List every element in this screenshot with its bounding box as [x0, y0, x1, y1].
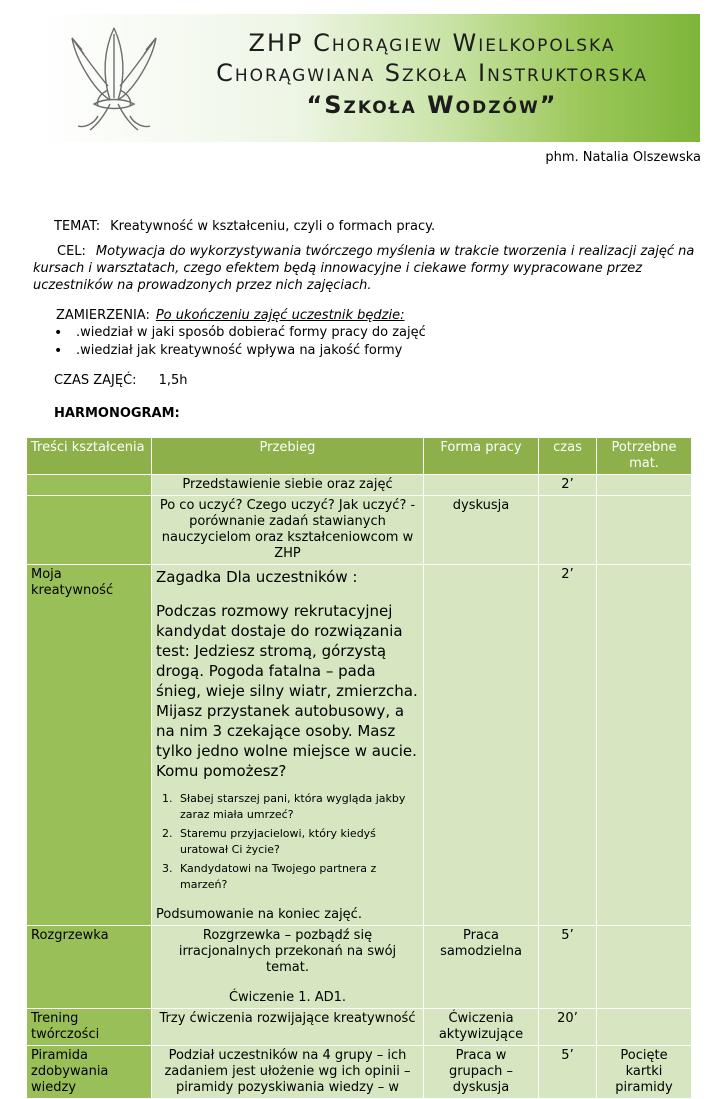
cell-czas: 20’ — [539, 1009, 597, 1046]
cell-forma — [424, 565, 539, 926]
col-header-forma: Forma pracy — [424, 438, 539, 475]
cell-forma: Ćwiczenia aktywizujące — [424, 1009, 539, 1046]
cell-materialy — [597, 565, 692, 926]
harmonogram-label: HARMONOGRAM: — [54, 406, 180, 421]
cell-materialy — [597, 1009, 692, 1046]
header-line-1: ZHP Chorągiew Wielkopolska — [248, 29, 616, 57]
col-header-przebieg: Przebieg — [152, 438, 424, 475]
table-row — [27, 926, 692, 1009]
table-row — [27, 496, 692, 565]
zamierzenia-list — [54, 324, 426, 360]
cell-przebieg: Trzy ćwiczenia rozwijające kreatywność — [152, 1009, 424, 1046]
cell-czas: 5’ — [539, 926, 597, 1009]
czas-label: CZAS ZAJĘĆ: — [54, 373, 137, 388]
cell-forma — [424, 475, 539, 496]
cell-tresci — [27, 475, 152, 496]
table-row — [27, 565, 692, 926]
cell-tresci: Piramida zdobywania wiedzy — [27, 1046, 152, 1099]
list-item: 3. Kandydatowi na Twojego partnera z marzeń? — [176, 861, 419, 893]
table-header-row — [27, 438, 692, 475]
temat-row — [54, 218, 435, 235]
czas-value: 1,5h — [158, 373, 188, 388]
table-row — [27, 1009, 692, 1046]
cell-forma: Praca samodzielna — [424, 926, 539, 1009]
schedule-table — [26, 437, 692, 1099]
table-row — [27, 475, 692, 496]
cell-czas: 5’ — [539, 1046, 597, 1099]
temat-label: TEMAT: — [54, 219, 101, 234]
table-row — [27, 1046, 692, 1099]
cell-czas — [539, 496, 597, 565]
cell-przebieg: Po co uczyć? Czego uczyć? Jak uczyć? - porównanie zadań stawianych nauczycielom oraz kształceniowcom w ZHP — [152, 496, 424, 565]
zamierzenia-text: Po ukończeniu zajęć uczestnik będzie: — [155, 308, 405, 323]
scout-lily-logo-icon — [54, 20, 174, 138]
warmup-text: Rozgrzewka – pozbądź się irracjonalnych przekonań na swój temat. — [178, 928, 397, 975]
list-item: 2. Staremu przyjacielowi, który kiedyś uratował Ci życie? — [176, 826, 419, 858]
cell-materialy — [597, 475, 692, 496]
riddle-story: Podczas rozmowy rekrutacyjnej kandydat dostaje do rozwiązania test: Jedziesz stromą, górzystą drogą. Pogoda fatalna – pada śnieg, wieje silny wiatr, zmierzcha. Mijasz przystanek autobusowy, a na nim 3 czekające osoby. Masz tylko jedno wolne miejsce w aucie. Komu pomożesz? — [156, 602, 418, 780]
cell-tresci: Moja kreatywność — [27, 565, 152, 926]
riddle-title: Zagadka Dla uczestników : — [156, 568, 358, 586]
col-header-czas: czas — [539, 438, 597, 475]
header-banner — [40, 14, 700, 142]
riddle-options — [176, 791, 419, 893]
cell-przebieg — [152, 565, 424, 926]
cell-tresci — [27, 496, 152, 565]
list-item: • .wiedział jak kreatywność wpływa na jakość formy — [54, 342, 426, 360]
cell-forma: Praca w grupach – dyskusja — [424, 1046, 539, 1099]
cell-przebieg — [152, 926, 424, 1009]
cell-tresci: Trening twórczości — [27, 1009, 152, 1046]
cell-czas: 2’ — [539, 565, 597, 926]
col-header-materialy: Potrzebne mat. — [597, 438, 692, 475]
header-line-2: Chorągwiana Szkoła Instruktorska — [216, 59, 648, 87]
zamierzenia-row — [56, 307, 405, 324]
cell-materialy — [597, 926, 692, 1009]
header-title — [172, 28, 692, 122]
cell-materialy: Pocięte kartki piramidy — [597, 1046, 692, 1099]
temat-text: Kreatywność w kształceniu, czyli o formach pracy. — [110, 219, 436, 234]
cell-czas: 2’ — [539, 475, 597, 496]
warmup-exercise: Ćwiczenie 1. AD1. — [228, 990, 347, 1005]
cell-materialy — [597, 496, 692, 565]
cel-text: Motywacja do wykorzystywania twórczego myślenia w trakcie tworzenia i realizacji zajęć na kursach i warsztatach, czego efektem będą innowacyjne i ciekawe formy wypracowane przez uczestników na prowadzonych przez nich zajęciach. — [33, 244, 695, 293]
list-item: 1. Słabej starszej pani, która wygląda jakby zaraz miała umrzeć? — [176, 791, 419, 823]
czas-row — [54, 372, 188, 389]
cell-forma: dyskusja — [424, 496, 539, 565]
list-item: • .wiedział w jaki sposób dobierać formy pracy do zajęć — [54, 324, 426, 342]
cel-label: CEL: — [57, 244, 86, 259]
cell-przebieg: Podział uczestników na 4 grupy – ich zadaniem jest ułożenie wg ich opinii – piramidy pozyskiwania wiedzy – w — [152, 1046, 424, 1099]
cel-row — [33, 243, 705, 294]
col-header-tresci: Treści kształcenia — [27, 438, 152, 475]
riddle-summary: Podsumowanie na koniec zajęć. — [156, 907, 362, 922]
cell-tresci: Rozgrzewka — [27, 926, 152, 1009]
author: phm. Natalia Olszewska — [545, 150, 701, 165]
zamierzenia-label: ZAMIERZENIA: — [56, 308, 150, 323]
header-line-3: “Szkoła Wodzów” — [306, 91, 558, 119]
cell-przebieg: Przedstawienie siebie oraz zajęć — [152, 475, 424, 496]
